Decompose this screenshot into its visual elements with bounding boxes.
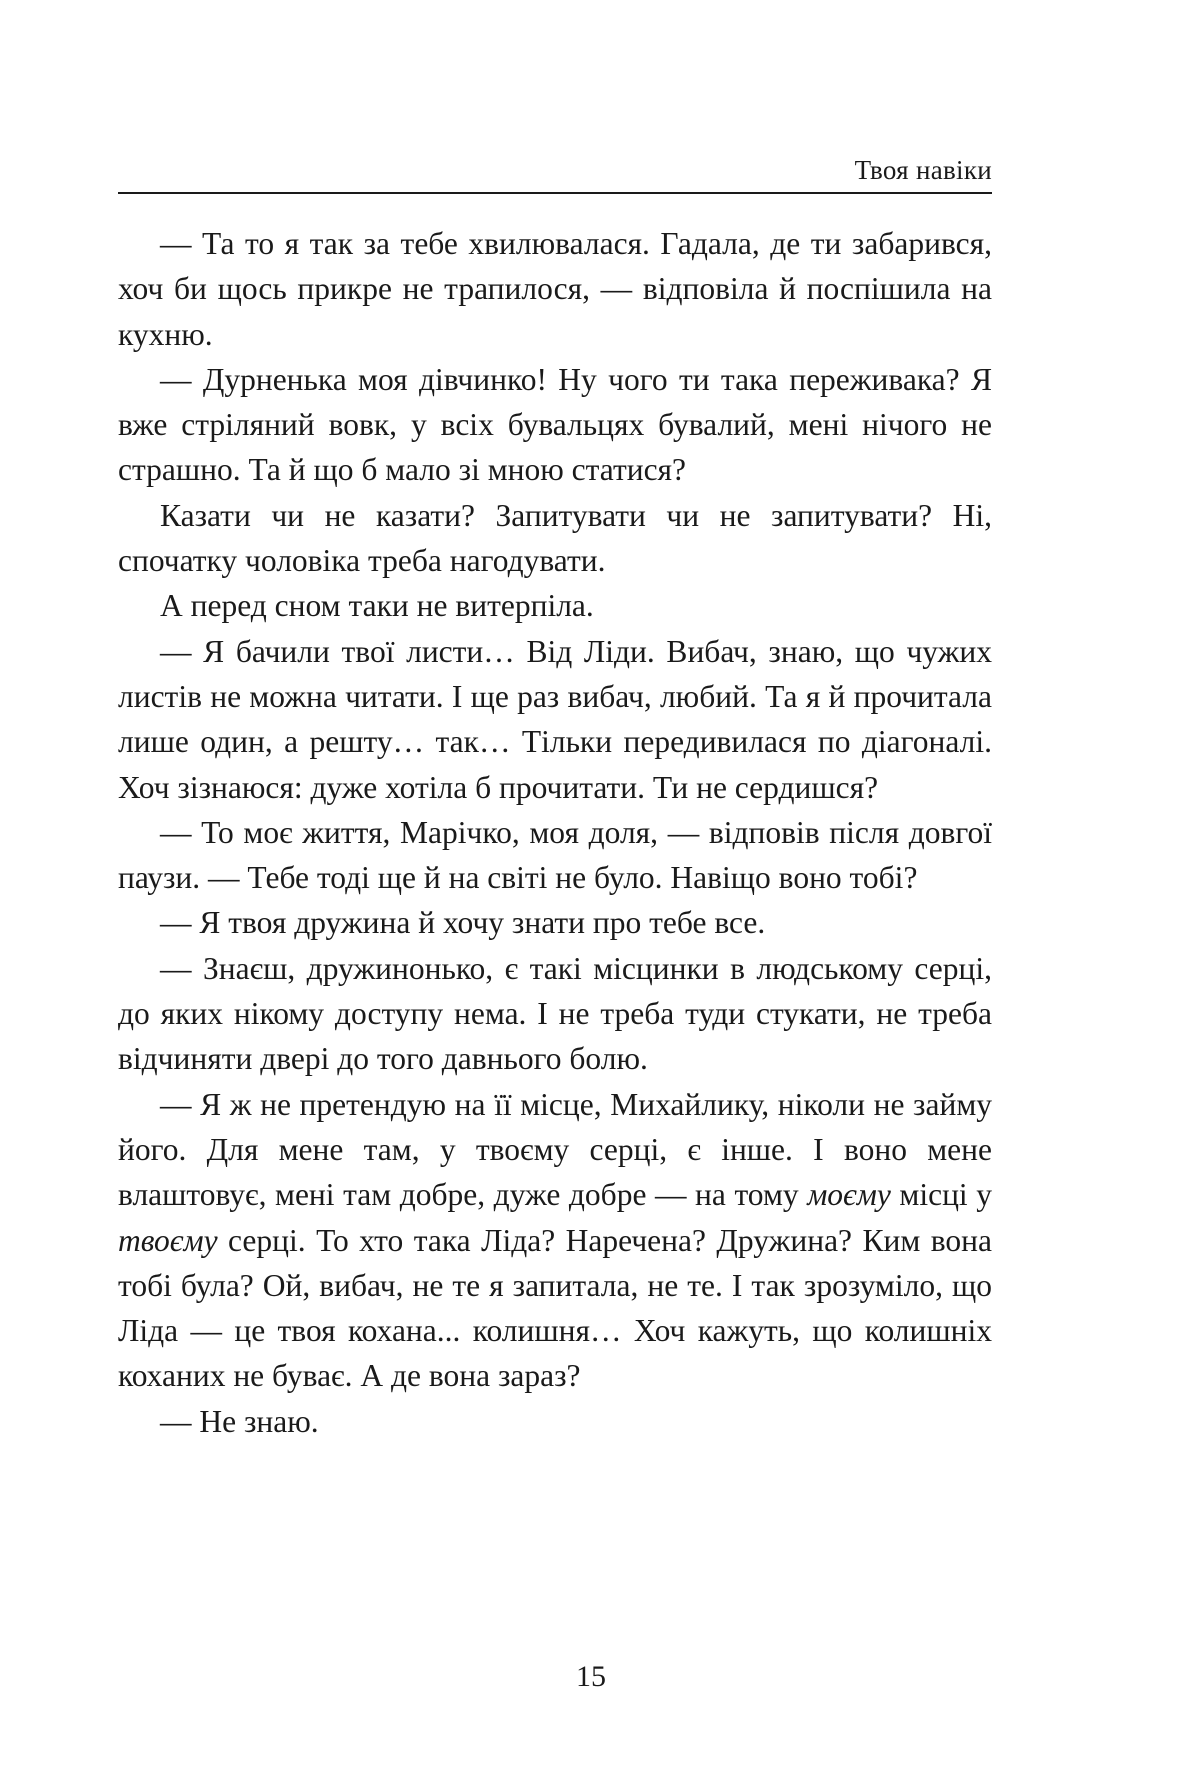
paragraph-1: — Та то я так за тебе хвилювалася. Гадала, де ти забарився, хоч би щось прикре не трапилося, — відповіла й поспішила на кухню. [118, 226, 992, 352]
paragraph-6: — То моє життя, Марічко, моя доля, — відповів після довгої паузи. — Тебе тоді ще й на світі не було. Навіщо воно тобі? [118, 814, 992, 896]
running-header [118, 150, 992, 194]
paragraph-10: — Не знаю. [160, 1403, 319, 1439]
paragraph-8: — Знаєш, дружинонько, є такі місцинки в людському серці, до яких нікому доступу нема. І не треба туди стукати, не треба відчиняти двері до того давнього болю. [118, 950, 992, 1077]
paragraph-5: — Я бачили твої листи… Від Ліди. Вибач, знаю, що чужих листів не можна читати. І ще раз вибач, любий. Та я й прочитала лише один, а решту… так… Тільки передивилася по діагоналі. Хоч зізнаюся: дуже хотіла б прочитати. Ти не сердишся? [118, 633, 992, 805]
paragraph-9-emphasis-1: моєму [807, 1177, 891, 1213]
paragraph-4: А перед сном таки не витерпіла. [160, 588, 594, 624]
running-title: Твоя навіки [854, 155, 992, 185]
paragraph-9-part-1: — Я ж не претендую на її місце, Михайлику, ніколи не займу його. Для мене там, у твоєму серці, є інше. І воно мене влаштовує, мені там добре, дуже добре — на тому [118, 1086, 992, 1213]
body-text [118, 221, 992, 1444]
paragraph-9 [118, 1082, 992, 1399]
paragraph-9-part-2: місці у [890, 1177, 992, 1213]
page-number: 15 [576, 1660, 606, 1693]
paragraph-9-emphasis-2: твоєму [118, 1222, 218, 1258]
paragraph-9-part-3: серці. То хто така Ліда? Наречена? Дружина? Ким вона тобі була? Ой, вибач, не те я запитала, не те. І так зрозуміло, що Ліда — це твоя кохана... колишня… Хоч кажуть, що колишніх коханих не буває. А де вона зараз? [118, 1222, 992, 1394]
paragraph-3: Казати чи не казати? Запитувати чи не запитувати? Ні, спочатку чоловіка треба нагодувати. [118, 497, 992, 579]
paragraph-7: — Я твоя дружина й хочу знати про тебе все. [160, 905, 766, 941]
paragraph-2: — Дурненька моя дівчинко! Ну чого ти така переживака? Я вже стріляний вовк, у всіх бувальцях бувалий, мені нічого не страшно. Та й що б мало зі мною статися? [118, 361, 992, 488]
